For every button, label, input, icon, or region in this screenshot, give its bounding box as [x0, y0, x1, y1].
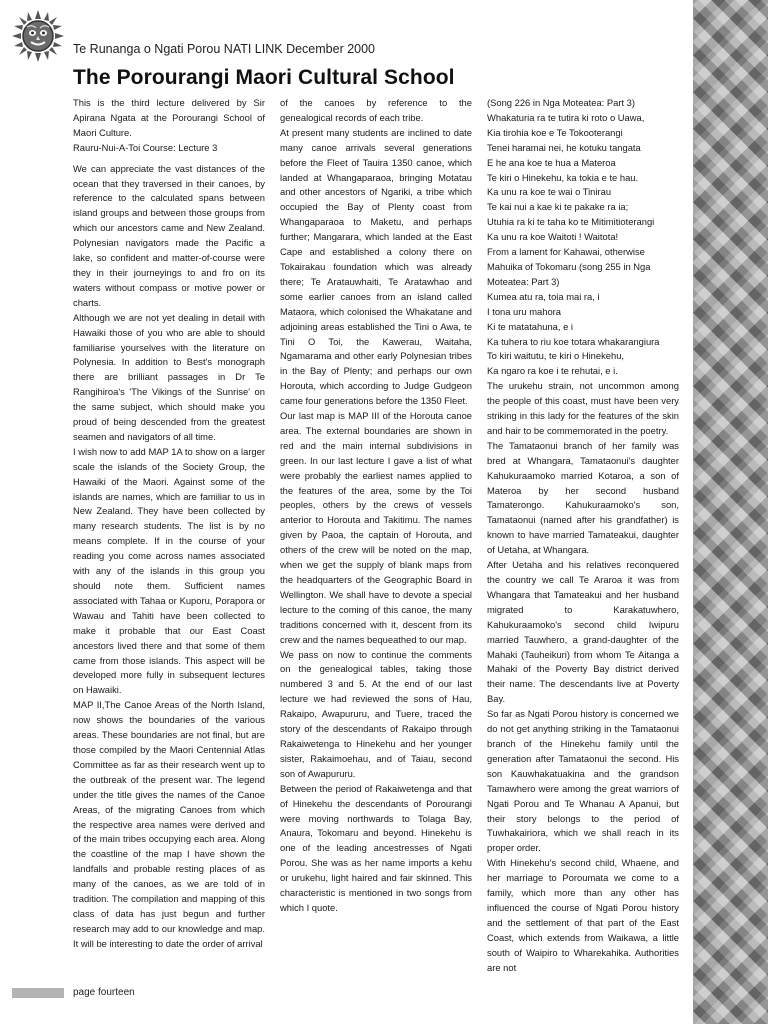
page-number: page fourteen: [73, 987, 135, 998]
text-column-2: [280, 96, 472, 962]
text-column-3: [487, 96, 679, 973]
paragraph: We can appreciate the vast distances of the ocean that they traversed in their canoes, by reference to the calculated spans between island groups and between those groups from which our ancestors came and New Zealand. Polynesian navigators made the Pacific a lake, so confident and matter-of-course were they in their journeyings to and fro on its waters without compass or motive power or charts.: [73, 162, 265, 308]
paragraph: We pass on now to continue the comments on the genealogical tables, taking those numbered 3 and 5. At the end of our last lecture we had reviewed the sons of Hau, Rakaipo, Awapururu, and Tuere, traced the story of the descendants of Rakaipo through Rakaiwetenga to Hinekehu and her younger sister, Rakaimoehau, and of Taiau, second son of Awapururu.: [280, 648, 472, 779]
paragraph: With Hinekehu's second child, Whaene, and her marriage to Poroumata we come to a family, which more than any other has influenced the course of Ngati Porou history and the settlement of that part of the East Coast, which extends from Waikawa, a little south of Waipiro to Wharekahika. Authorities are not: [487, 857, 679, 973]
paragraph: Although we are not yet dealing in detail with Hawaiki those of you who are able to should familiarise yourselves with the literature on Polynesia. In addition to Best's monograph there are brilliant passages in Dr Te Rangihiroa's 'The Vikings of the Sunrise' on the same subject, which should make you proud of being descended from the greatest seamen and navigators of all time.: [73, 311, 265, 442]
paragraph-course-label: Rauru-Nui-A-Toi Course: Lecture 3: [73, 141, 218, 153]
woven-flax-border: [693, 0, 768, 1024]
paragraph-intro: This is the third lecture delivered by Sir Apirana Ngata at the Porourangi School of Maori Culture.: [73, 97, 265, 138]
paragraph: At present many students are inclined to date many canoe arrivals several generations before the Fleet of Tauira 1350 canoe, which landed at Whangaparaoa, bringing Motatau and other ancestors of Ngariki, a tribe which occupied the Bay of Plenty coast from Whangaparaoa to Maketu, and perhaps further; Mangarara, which landed at the East Cape and established a colony there on Tokairakau foundation which was already there; Te Aratauwhaiti, Te Aratawhao and some earlier canoes from an island called Mataora, which colonised the Whakatane and adjoining areas established the Tini o Awa, te Tini O Toi, the Kawerau, Waitaha, Ngamarama and other early Polynesian tribes in the Bay of Plenty; and perhaps our own Horouta, which according to Judge Gudgeon came four generations before the 1350 Fleet.: [280, 126, 472, 407]
lament-verse: From a lament for Kahawai, otherwise Mahuika of Tokomaru (song 255 in Nga Moteatea: Part 3) Kumea atu ra, toia mai ra, i I tona uru mahora Ki te matatahuna, e i Ka tuhera to riu koe totara whakarangiura To kiri waitutu, te kiri o Hinekehu, Ka ngaro ra koe i te rehutai, e i.: [487, 246, 660, 377]
publication-header: Te Runanga o Ngati Porou NATI LINK December 2000: [73, 42, 376, 56]
text-column-1: [73, 96, 265, 962]
paragraph: Between the period of Rakaiwetenga and that of Hinekehu the descendants of Porourangi were moving northwards to Tolaga Bay, Anaura, Tokomaru and beyond. Hinekehu is one of the leading ancestresses of Ngati Porou. She was as her name imports a kehu or urukehu, light haired and fair skinned. This characteristic is mentioned in two songs from which I quote.: [280, 782, 472, 913]
tiki-emblem-icon: [12, 10, 64, 62]
paragraph: MAP II,The Canoe Areas of the North Island, now shows the boundaries of the various areas. These boundaries are not final, but are those compiled by the Maori Centennial Atlas Committee as far as their research went up to the outbreak of the present war. The legend under the title gives the names of the Canoe Areas, of the migrating Canoes from which the respective area names were derived and of the main tribes occupying each area. Along the coastline of the map I have shown the landfalls and probable resting places of as many of the canoes, as we are told of in tradition. The compilation and mapping of this class of data has just begun and further research may add to our knowledge and map. It will be interesting to date the order of arrival: [73, 699, 265, 949]
song-verse: (Song 226 in Nga Moteatea: Part 3) Whakaturia ra te tutira ki roto o Uawa, Kia tirohia koe e Te Tokooterangi Tenei haramai nei, he kotuku tangata E he ana koe te hua a Materoa Te kiri o Hinekehu, ka tokia e te hau. Ka unu ra koe te wai o Tinirau Te kai nui a kae ki te pakake ra ia; Utuhia ra ki te taha ko te Mitimitioterangi Ka unu ra koe Waitoti ! Waitota!: [487, 97, 655, 243]
article-title: The Porourangi Maori Cultural School: [73, 66, 455, 89]
footer-bar: [12, 988, 64, 998]
paragraph: So far as Ngati Porou history is concerned we do not get anything striking in the Tamataonui branch of the Hinekehu family until the generation after Tamataonui the second. His son Kauwhakatuakina and the grandson Tamawhero were among the great warriors of Ngati Porou and Te Whanau A Apanui, but their story belongs to the period of Tuwhakairiora, which we shall reach in its proper order.: [487, 708, 679, 854]
paragraph: of the canoes by reference to the genealogical records of each tribe.: [280, 97, 472, 123]
paragraph: I wish now to add MAP 1A to show on a larger scale the islands of the Society Group, the Hawaiki of the Maori. Against some of the islands are names, which are familiar to us in New Zealand. They have been collected by many research students. The list is by no means complete. If in the course of your reading you come across names associated with any of the islands in this group you should note them. Sufficient names associated with Tahaa or Kuporu, Porapora or Wawau and Tahiti have been collected to make it probable that our East Coast ancestors lived there and that some of them came from those islands. This aspect will be developed more fully in subsequent lectures on Hawaiki.: [73, 445, 265, 696]
paragraph: The urukehu strain, not uncommon among the people of this coast, must have been very striking in this lady for the features of the skin and hair to be commemorated in the poetry.: [487, 380, 679, 436]
paragraph: Our last map is MAP III of the Horouta canoe area. The external boundaries are shown in red and the main internal subdivisions in green. In our last lecture I gave a list of what were probably the earliest names applied to the features of the area, some by the Toi peoples, others by the crews of vessels anterior to Horouta and Takitimu. The names given by Paoa, the captain of Horouta, and others of the crew will be noted on the map, when we get the supply of blank maps from the headquarters of the Geographic Board in Wellington. We shall have to devote a special lecture to the coming of this canoe, the many traditions concerned with it, descent from its crew and the names bequeathed to our map.: [280, 410, 472, 645]
paragraph: After Uetaha and his relatives reconquered the country we call Te Araroa it was from Whangara that Tamateakui and her husband migrated to Karakatuwhero, Kahukuraamoko's second child Iwipuru married Tauwhero, a grand-daughter of the Mahaki (Tauheikuri) from whom Te Aitanga a Mahaki of the Poverty Bay district derived their name. The descendants live at Poverty Bay.: [487, 559, 679, 705]
paragraph: The Tamataonui branch of her family was bred at Whangara, Tamataonui's daughter Kahukuraamoko married Kotaroa, a son of Materoa by her second husband Tamaterongo. Kahukuraamoko's son, Tamataonui (named after his grandfather) is known to have married Tamateakui, daughter of Uetaha, at Whangara.: [487, 439, 679, 556]
